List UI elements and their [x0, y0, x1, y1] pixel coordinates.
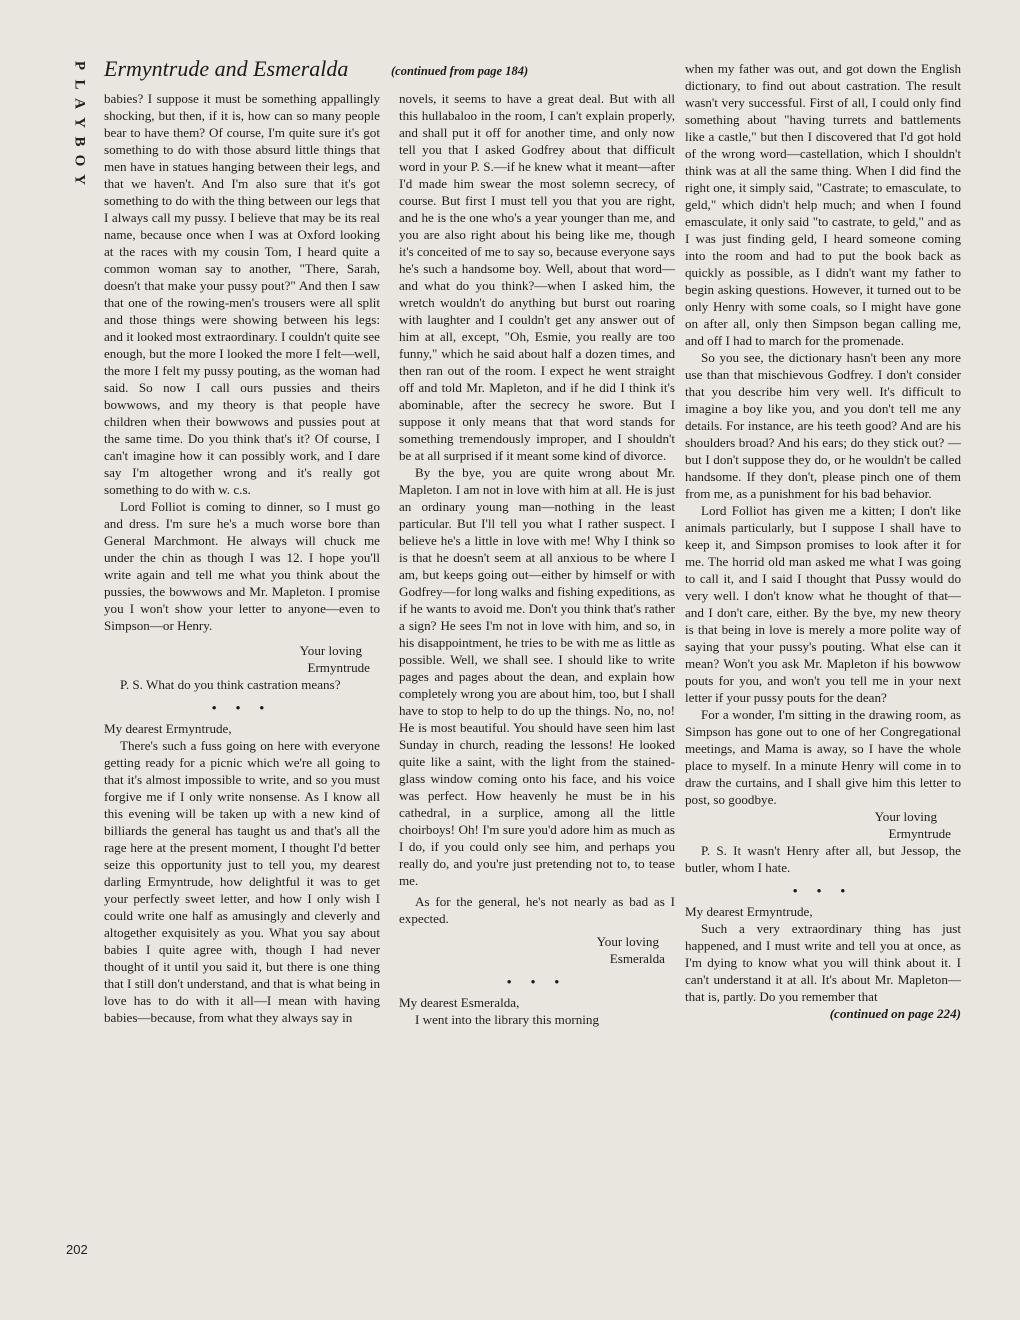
- paragraph: As for the general, he's not nearly as bad as I expected.: [399, 894, 675, 926]
- paragraph: novels, it seems to have a great deal. But with all this hullabaloo in the room, I can't explain properly, and shall put it off for another time, and only now tell you that I asked Godfrey about that difficult word in your P. S.—if he knew what it meant—after I'd made him swear the most solemn secrecy, of course. But first I must tell you that you are right, and he is the one who's a year younger than me, and you are also right about his being like me, though it's conceited of me to say so, because everyone says he's such a handsome boy. Well, about that word—and what do you think?—when I asked him, the wretch wouldn't do anything but burst out roaring with laughter and I couldn't get any answer out of him at all, except, "Oh, Esmie, you really are too funny," which he said about half a dozen times, and then ran out of the room. I expect he went straight off and told Mr. Mapleton, and if he did I think it's abominable, after the secrecy he swore. But I suppose it only means that that word stands for something tremendously improper, and I shouldn't be at all surprised if it meant some kind of divorce.: [399, 91, 675, 463]
- column-1: [104, 90, 380, 1026]
- paragraph: babies? I suppose it must be something appallingly shocking, but then, if it is, how can so many people bear to have them? Of course, I'm quite sure it's got something to do with those absurd little things that men have in statues hanging between their legs, and that we haven't. And I'm also sure that it's got something to do with the thing between our legs that I always call my pussy. I believe that may be its real name, because once when I was at Oxford looking at the races with my cousin Tom, I heard quite a common woman say to another, "There, Sarah, doesn't that make your pussy pout?" And then I saw that one of the rowing-men's trousers were all split and those things were showing between his legs: and it looked most extraordinary. I couldn't quite see enough, but the more I looked the more I felt—well, the more I felt my pussy pouting, as the woman had said. So now I call ours pussies and theirs bowwows, and my theory is that people have children when their bowwows and pussies pout at the same time. Do you think that's it? Of course, I can't imagine how it can possibly work, and I dare say I'm altogether wrong and it's really got something to do with w. c.s.: [104, 91, 380, 497]
- section-divider: • • •: [506, 974, 568, 989]
- salutation: My dearest Ermyntrude,: [685, 904, 813, 919]
- paragraph: I went into the library this morning: [415, 1012, 600, 1027]
- continued-from-note: (continued from page 184): [391, 64, 529, 78]
- salutation: My dearest Esmeralda,: [399, 995, 520, 1010]
- paragraph: Lord Folliot has given me a kitten; I don't like animals particularly, but I suppose I shall have to keep it, and Simpson promises to look after it for me. The horrid old man asked me what I was going to call it, and I said I thought that Pussy would do very well. I don't know what he thought of that—and I don't care, either. By the bye, my new theory is that being in love is merely a more polite way of saying that your pussy's pouting. What else can it mean? Won't you ask Mr. Mapleton if his bowwow pouts for you, and won't you tell me in your next letter if your pussy pouts for the dean?: [685, 503, 961, 705]
- section-divider: • • •: [792, 883, 854, 898]
- postscript: P. S. It wasn't Henry after all, but Jessop, the butler, whom I hate.: [685, 843, 961, 875]
- magazine-name: P L A Y B O Y: [71, 60, 88, 185]
- paragraph: By the bye, you are quite wrong about Mr. Mapleton. I am not in love with him at all. He is just an ordinary young man—nothing in the least particular. But I'll tell you what I rather suspect. I believe he's a little in love with me! Why I think so is that he doesn't seem at all anxious to be where I am, but keeps going out—either by himself or with Godfrey—for long walks and fishing expeditions, as if he wants to avoid me. Don't you think that's rather a sign? He sees I'm not in love with him, and so, in his disappointment, he tries to be with me as little as possible. Well, we shall see. I should like to write pages and pages about the dean, and explain how completely wrong you are about him, too, but I shall have to stop to help to do up the things. No, no, no! He is most beautiful. You should have seen him last Sunday in church, reading the lessons! He looked quite like a saint, with the light from the stained-glass window coming onto his face, and his voice was perfect. How heavenly he must be in his cathedral, in a surplice, among all the little choirboys! Oh! I'm sure you'd adore him as much as I do, if you could only see him, and perhaps you really do, and you're just pretending not to, to tease me.: [399, 465, 675, 888]
- signature-closing: Your loving: [299, 643, 362, 658]
- paragraph: There's such a fuss going on here with everyone getting ready for a picnic which we're all going to that it's almost impossible to write, and so you must forgive me if I only write nonsense. As I know all this evening will be taken up with a new kind of billiards the general has taught us and that's all the rage here at the present moment, I thought I'd better seize this opportunity just to tell you, my dearest darling Ermyntrude, how delightful it was to get your perfectly sweet letter, and how I only wish I could write one half as amusingly and cleverly and altogether exquisitely as you. What you say about babies I quite agree with, though I had never thought of it until you said it, but there is one thing that I still don't understand, and that is what being in love has to do with it all—I mean with having babies—because, from what they always say in: [104, 738, 380, 1025]
- page-number: 202: [66, 1242, 88, 1257]
- section-divider: • • •: [211, 700, 273, 715]
- paragraph: For a wonder, I'm sitting in the drawing room, as Simpson has gone out to one of her Congregational meetings, and Mama is away, so I have the whole place to myself. In a minute Henry will come in to draw the curtains, and I shall give him this letter to post, so goodbye.: [685, 707, 961, 807]
- signature-closing: Your loving: [874, 809, 937, 824]
- magazine-vertical-logo: [66, 56, 92, 189]
- signature-name: Ermyntrude: [888, 826, 951, 841]
- salutation: My dearest Ermyntrude,: [104, 721, 232, 736]
- column-2: [399, 90, 675, 1028]
- paragraph: Such a very extraordinary thing has just happened, and I must write and tell you at once, as I'm dying to know what you will think about it. I can't understand it at all. It's about Mr. Mapleton—that is, partly. Do you remember that: [685, 921, 961, 1004]
- article-title: Ermyntrude and Esmeralda: [104, 56, 349, 81]
- paragraph: So you see, the dictionary hasn't been any more use than that mischievous Godfrey. I don't consider that you describe him very well. It's difficult to imagine a boy like you, and you don't tell me any details. For instance, are his teeth good? And are his shoulders broad? And his ears; do they stick out? —but I don't suppose they do, or he wouldn't be called handsome. If they don't, please pinch one of them from me, as a punishment for his bad behavior.: [685, 350, 961, 501]
- paragraph: when my father was out, and got down the English dictionary, to find out about castration. The result wasn't very successful. First of all, I could only find something about "having turrets and battlements like a castle," but then I discovered that I'd got hold of the wrong word—castellation, which I shouldn't think was at all the same thing. When I did find the right one, it simply said, "Castrate; to emasculate, to geld," which didn't help much; and when I found emasculate, it only said "to castrate, to geld," and as I was just finding geld, I heard someone coming into the room and had to put the book back as quickly as possible, as I didn't want my father to begin asking questions. However, it turned out to be only Henry with some coals, so I might have gone on after all, only then Simpson began calling me, and off I had to march for the promenade.: [685, 61, 961, 348]
- signature-name: Ermyntrude: [307, 660, 370, 675]
- signature-name: Esmeralda: [609, 951, 665, 966]
- column-3: [685, 60, 961, 1022]
- postscript: P. S. What do you think castration means?: [120, 677, 341, 692]
- paragraph: Lord Folliot is coming to dinner, so I must go and dress. I'm sure he's a much worse bore than General Marchmont. He always will chuck me under the chin as though I was 12. I hope you'll write again and tell me what you think about the pussies, the bowwows and Mr. Mapleton. I promise you I won't show your letter to anyone—even to Simpson—or Henry.: [104, 499, 380, 633]
- signature-closing: Your loving: [596, 934, 659, 949]
- continued-on-note: (continued on page 224): [829, 1006, 961, 1021]
